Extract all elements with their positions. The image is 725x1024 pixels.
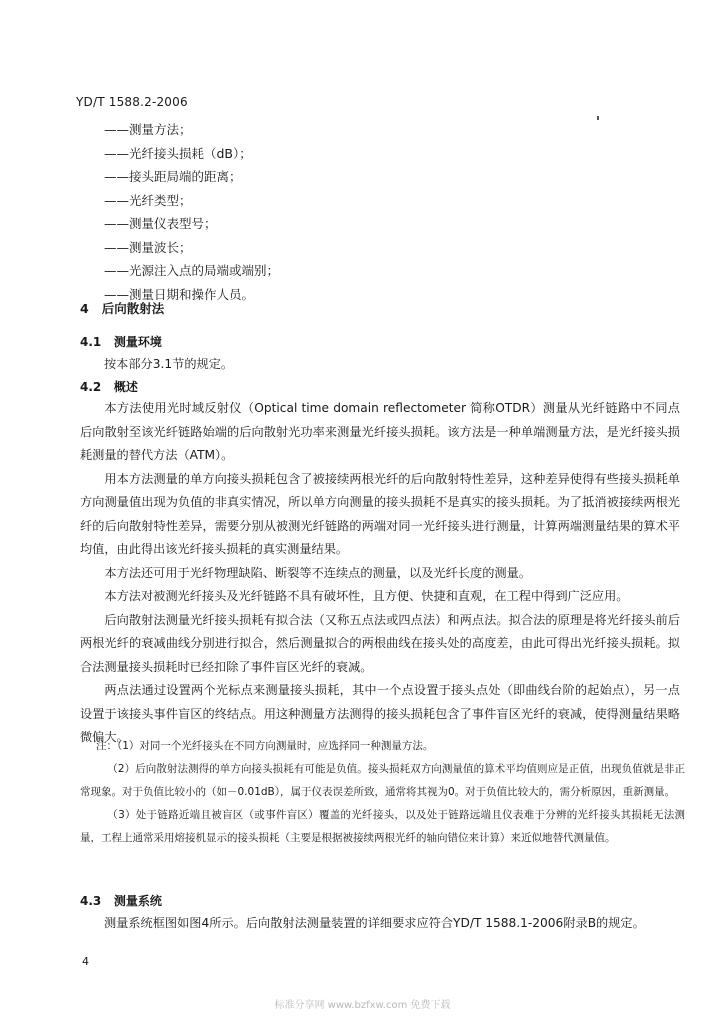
paragraph: 后向散射法测量光纤接头损耗有拟合法（又称五点法或四点法）和两点法。拟合法的原理是将光纤接头前后两根光纤的衰减曲线分别进行拟合，然后测量拟合的两根曲线在接头处的高度差，由此可得出光纤接头损耗。拟合法测量接头损耗时已经扣除了事件盲区光纤的衰减。 bbox=[80, 612, 680, 674]
section-title: 测量环境 bbox=[113, 335, 162, 349]
note-item: 注：（1）对同一个光纤接头在不同方向测量时，应选择同一种测量方法。 bbox=[96, 740, 434, 752]
section-title: 概述 bbox=[113, 380, 138, 394]
record-items-list bbox=[104, 118, 664, 306]
section-4-3-heading bbox=[80, 892, 162, 909]
paragraph: 本方法还可用于光纤物理缺陷、断裂等不连续点的测量，以及光纤长度的测量。 bbox=[104, 565, 531, 580]
list-item: ——光源注入点的局端或端别； bbox=[104, 263, 280, 278]
section-number: 4.2 bbox=[80, 380, 102, 394]
paragraph: 用本方法测量的单方向接头损耗包含了被接续两根光纤的后向散射特性差异，这种差异使得有些接头损耗单方向测量值出现为负值的非真实情况，所以单方向测量的接头损耗不是真实的接头损耗。为了抵消被接续两根光纤的后向散射特性差异，需要分别从被测光纤链路的两端对同一光纤接头进行测量，计算两端测量结果的算术平均值，由此得出该光纤接头损耗的真实测量结果。 bbox=[80, 471, 680, 556]
section-number: 4.3 bbox=[80, 894, 102, 908]
section-4-1-heading bbox=[80, 333, 162, 350]
section-number: 4 bbox=[80, 301, 89, 316]
section-title: 后向散射法 bbox=[101, 301, 165, 316]
list-item: ——测量日期和操作人员。 bbox=[104, 286, 255, 302]
section-4-2-heading bbox=[80, 378, 138, 395]
paragraph: 本方法使用光时域反射仪（Optical time domain reflectometer 简称OTDR）测量从光纤链路中不同点后向散射至该光纤链路始端的后向散射光功率来测量光纤接头损耗。该方法是一种单端测量方法，是光纤接头损耗测量的替代方法（ATM）。 bbox=[80, 401, 680, 462]
list-item: ——测量仪表型号； bbox=[104, 216, 217, 231]
note-item: （2）后向散射法测得的单方向接头损耗有可能是负值。接头损耗双方向测量值的算术平均值则应是正值，出现负值就是非正常现象。对于负值比较小的（如－0.01dB），属于仪表误差所致，通常将其视为0。对于负值比较大的，需分析原因，重新测量。 bbox=[80, 763, 685, 798]
paragraph: 两点法通过设置两个光标点来测量接头损耗，其中一个点设置于接头点处（即曲线台阶的起始点），另一点设置于该接头事件盲区的终结点。用这种测量方法测得的接头损耗包含了事件盲区光纤的衰减，使得测量结果略微偏大。 bbox=[80, 683, 680, 744]
section-4-3-text: 测量系统框图如图4所示。后向散射法测量装置的详细要求应符合YD/T 1588.1-2006附录B的规定。 bbox=[104, 916, 645, 930]
section-title: 测量系统 bbox=[113, 894, 162, 908]
notes-block bbox=[80, 735, 685, 850]
list-item: ——光纤类型； bbox=[104, 192, 192, 208]
paragraph: 本方法对被测光纤接头及光纤链路不具有破坏性，且方便、快捷和直观，在工程中得到广泛应用。 bbox=[104, 589, 629, 603]
section-4-1-text: 按本部分3.1节的规定。 bbox=[104, 357, 234, 371]
page-number: 4 bbox=[82, 955, 89, 968]
note-item: （3）处于链路近端且被盲区（或事件盲区）覆盖的光纤接头，以及处于链路远端且仪表难于分辨的光纤接头其损耗无法测量，工程上通常采用熔接机显示的接头损耗（主要是根据被接续两根光纤的轴向错位来计算）来近似地替代测量值。 bbox=[80, 809, 685, 844]
list-item: ——测量波长； bbox=[104, 239, 192, 255]
section-4-heading bbox=[80, 299, 164, 317]
watermark-footer: 标准分享网 www.bzfxw.com 免费下载 bbox=[274, 1000, 451, 1011]
section-4-2-body bbox=[80, 397, 680, 750]
list-item: ——测量方法； bbox=[104, 122, 192, 137]
list-item: ——光纤接头损耗（dB）； bbox=[104, 145, 252, 161]
section-number: 4.1 bbox=[80, 335, 102, 349]
standard-id-header: YD/T 1588.2-2006 bbox=[76, 95, 188, 109]
list-item: ——接头距局端的距离； bbox=[104, 169, 242, 184]
